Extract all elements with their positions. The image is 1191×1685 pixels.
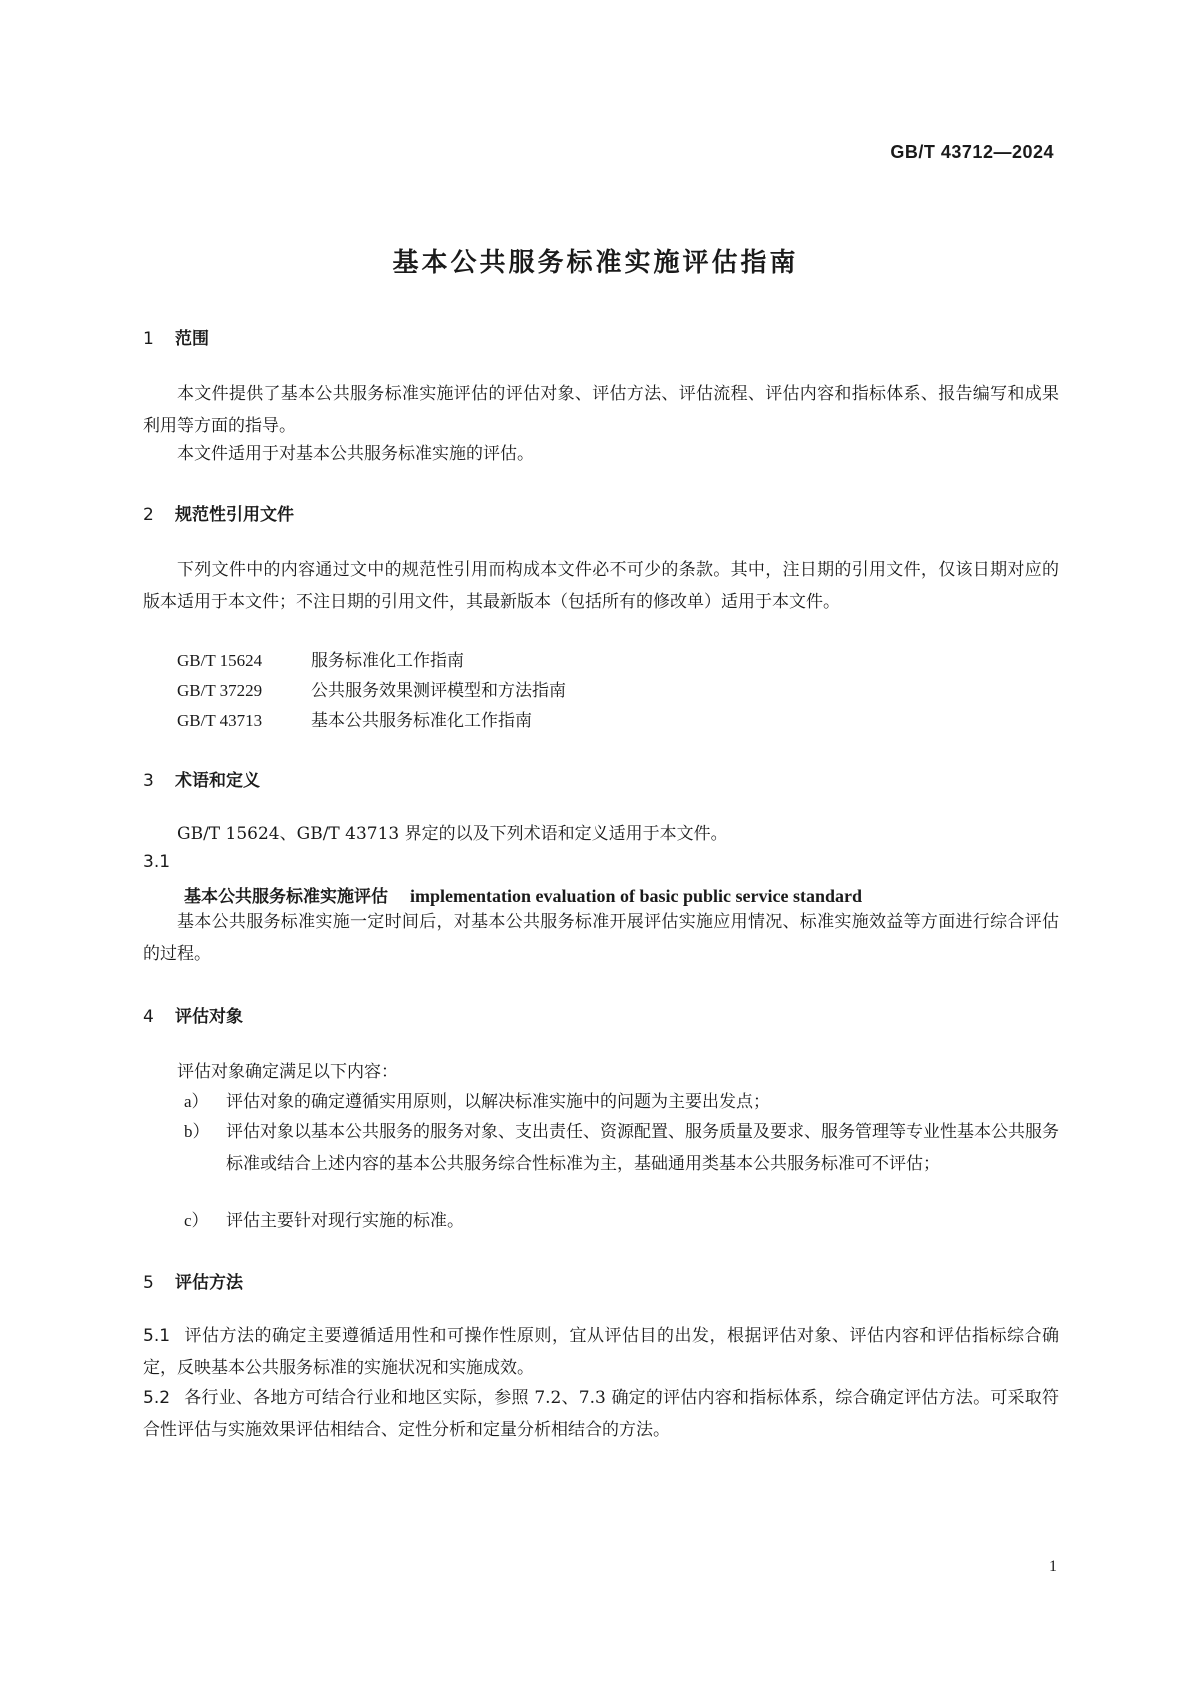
term-english: implementation evaluation of basic public service standard	[410, 886, 863, 906]
clause-5-2	[143, 1382, 1059, 1446]
term-heading	[184, 882, 862, 907]
reference-code: GB/T 15624	[177, 651, 263, 670]
list-marker: b）	[184, 1122, 210, 1141]
section-4-heading	[143, 1002, 243, 1027]
reference-code: GB/T 43713	[177, 711, 263, 730]
reference-name: 基本公共服务标准化工作指南	[311, 711, 532, 731]
section-number: 3	[143, 771, 154, 791]
section-title: 术语和定义	[175, 771, 260, 791]
reference-entry	[177, 645, 464, 677]
page-number: 1	[1049, 1558, 1057, 1575]
section-title: 规范性引用文件	[175, 505, 294, 525]
section-1-para-2: 本文件适用于对基本公共服务标准实施的评估。	[177, 444, 534, 464]
section-number: 2	[143, 505, 154, 525]
list-text: 评估对象的确定遵循实用原则，以解决标准实施中的问题为主要出发点；	[226, 1092, 770, 1112]
reference-entry	[177, 705, 532, 737]
section-2-heading	[143, 500, 294, 525]
list-text: 评估主要针对现行实施的标准。	[226, 1211, 464, 1231]
term-chinese: 基本公共服务标准实施评估	[184, 887, 388, 907]
term-number: 3.1	[143, 852, 171, 872]
term-definition: 基本公共服务标准实施一定时间后，对基本公共服务标准开展评估实施应用情况、标准实施效益等方面进行综合评估的过程。	[143, 912, 1059, 964]
section-title: 评估方法	[175, 1273, 243, 1293]
section-3-intro: GB/T 15624、GB/T 43713 界定的以及下列术语和定义适用于本文件。	[177, 824, 728, 844]
list-item	[184, 1116, 1059, 1180]
section-2-intro: 下列文件中的内容通过文中的规范性引用而构成本文件必不可少的条款。其中，注日期的引用文件，仅该日期对应的版本适用于本文件；不注日期的引用文件，其最新版本（包括所有的修改单）适用于本文件。	[143, 560, 1059, 612]
section-1-para-1: 本文件提供了基本公共服务标准实施评估的评估对象、评估方法、评估流程、评估内容和指标体系、报告编写和成果利用等方面的指导。	[143, 384, 1059, 436]
section-number: 5	[143, 1273, 154, 1293]
reference-name: 服务标准化工作指南	[311, 651, 464, 671]
reference-name: 公共服务效果测评模型和方法指南	[311, 681, 566, 701]
list-marker: a）	[184, 1092, 209, 1111]
section-3-heading	[143, 766, 260, 791]
list-item	[184, 1086, 1059, 1118]
section-4-intro: 评估对象确定满足以下内容：	[177, 1062, 398, 1082]
clause-text: 各行业、各地方可结合行业和地区实际，参照 7.2、7.3 确定的评估内容和指标体系，综合确定评估方法。可采取符合性评估与实施效果评估相结合、定性分析和定量分析相结合的方法。	[143, 1388, 1059, 1440]
reference-entry	[177, 675, 566, 707]
section-1-heading	[143, 324, 209, 349]
section-title: 范围	[175, 329, 209, 349]
section-number: 1	[143, 329, 154, 349]
document-title: 基本公共服务标准实施评估指南	[392, 248, 799, 278]
clause-number: 5.2	[143, 1388, 171, 1408]
clause-number: 5.1	[143, 1326, 171, 1346]
section-5-heading	[143, 1268, 243, 1293]
reference-code: GB/T 37229	[177, 681, 263, 700]
section-title: 评估对象	[175, 1007, 243, 1027]
standard-code: GB/T 43712—2024	[890, 142, 1054, 162]
clause-5-1	[143, 1320, 1059, 1384]
list-item	[184, 1205, 1059, 1237]
list-text: 评估对象以基本公共服务的服务对象、支出责任、资源配置、服务质量及要求、服务管理等专业性基本公共服务标准或结合上述内容的基本公共服务综合性标准为主，基础通用类基本公共服务标准可不评估；	[226, 1122, 1059, 1174]
clause-text: 评估方法的确定主要遵循适用性和可操作性原则，宜从评估目的出发，根据评估对象、评估内容和评估指标综合确定，反映基本公共服务标准的实施状况和实施成效。	[143, 1326, 1059, 1378]
list-marker: c）	[184, 1211, 209, 1230]
section-number: 4	[143, 1007, 154, 1027]
